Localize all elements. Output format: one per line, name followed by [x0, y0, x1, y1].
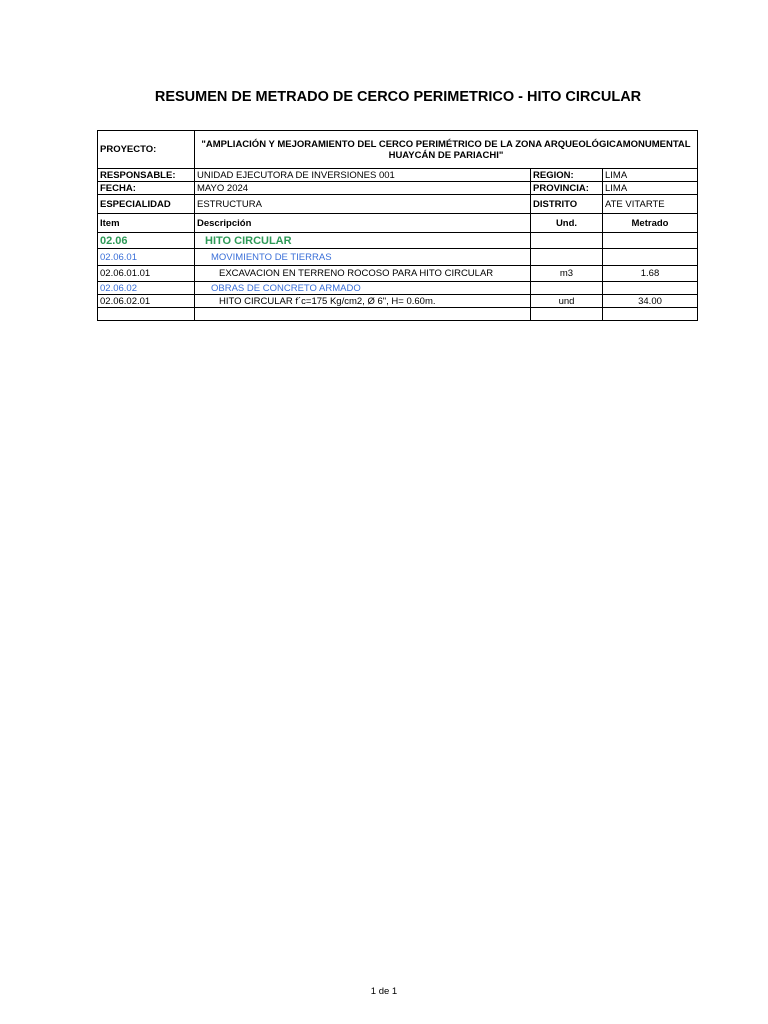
row-metrado: 34.00 [603, 295, 698, 308]
row-descripcion: EXCAVACION EN TERRENO ROCOSO PARA HITO CIRCULAR [195, 266, 531, 282]
table-row [98, 282, 698, 295]
fecha-label: FECHA: [98, 182, 195, 195]
distrito-value: ATE VITARTE [603, 195, 698, 214]
page-number: 1 de 1 [370, 986, 398, 997]
row-descripcion: HITO CIRCULAR f´c=175 Kg/cm2, Ø 6", H= 0.60m. [195, 295, 531, 308]
row-descripcion: HITO CIRCULAR [195, 233, 531, 249]
row-item: 02.06.02 [98, 282, 195, 295]
empty-row [98, 308, 698, 321]
col-header-und: Und. [531, 214, 603, 233]
row-item: 02.06.01 [98, 249, 195, 266]
project-row [98, 131, 698, 169]
row-metrado [603, 233, 698, 249]
empty-cell [603, 308, 698, 321]
row-item: 02.06.02.01 [98, 295, 195, 308]
table-row [98, 295, 698, 308]
fecha-value: MAYO 2024 [195, 182, 531, 195]
especialidad-label: ESPECIALIDAD [98, 195, 195, 214]
provincia-label: PROVINCIA: [531, 182, 603, 195]
row-und: m3 [531, 266, 603, 282]
col-header-item: Item [98, 214, 195, 233]
row-und [531, 282, 603, 295]
row-metrado [603, 282, 698, 295]
provincia-value: LIMA [603, 182, 698, 195]
empty-cell [98, 308, 195, 321]
empty-cell [531, 308, 603, 321]
responsable-row [98, 169, 698, 182]
col-header-metrado: Metrado [603, 214, 698, 233]
row-item: 02.06 [98, 233, 195, 249]
empty-cell [195, 308, 531, 321]
row-item: 02.06.01.01 [98, 266, 195, 282]
row-und [531, 249, 603, 266]
metrado-table [97, 130, 698, 321]
especialidad-row [98, 195, 698, 214]
responsable-value: UNIDAD EJECUTORA DE INVERSIONES 001 [195, 169, 531, 182]
col-header-descripcion: Descripción [195, 214, 531, 233]
distrito-label: DISTRITO [531, 195, 603, 214]
table-row [98, 233, 698, 249]
fecha-row [98, 182, 698, 195]
proyecto-label: PROYECTO: [98, 131, 195, 169]
row-metrado [603, 249, 698, 266]
table-row [98, 266, 698, 282]
row-und [531, 233, 603, 249]
page-title: RESUMEN DE METRADO DE CERCO PERIMETRICO - HITO CIRCULAR [154, 89, 642, 105]
region-value: LIMA [603, 169, 698, 182]
proyecto-value: "AMPLIACIÓN Y MEJORAMIENTO DEL CERCO PERIMÉTRICO DE LA ZONA ARQUEOLÓGICAMONUMENTAL HUAYCÁN DE PARIACHI" [195, 131, 698, 169]
especialidad-value: ESTRUCTURA [195, 195, 531, 214]
responsable-label: RESPONSABLE: [98, 169, 195, 182]
row-metrado: 1.68 [603, 266, 698, 282]
column-header-row [98, 214, 698, 233]
region-label: REGION: [531, 169, 603, 182]
row-descripcion: MOVIMIENTO DE TIERRAS [195, 249, 531, 266]
row-descripcion: OBRAS DE CONCRETO ARMADO [195, 282, 531, 295]
row-und: und [531, 295, 603, 308]
table-row [98, 249, 698, 266]
